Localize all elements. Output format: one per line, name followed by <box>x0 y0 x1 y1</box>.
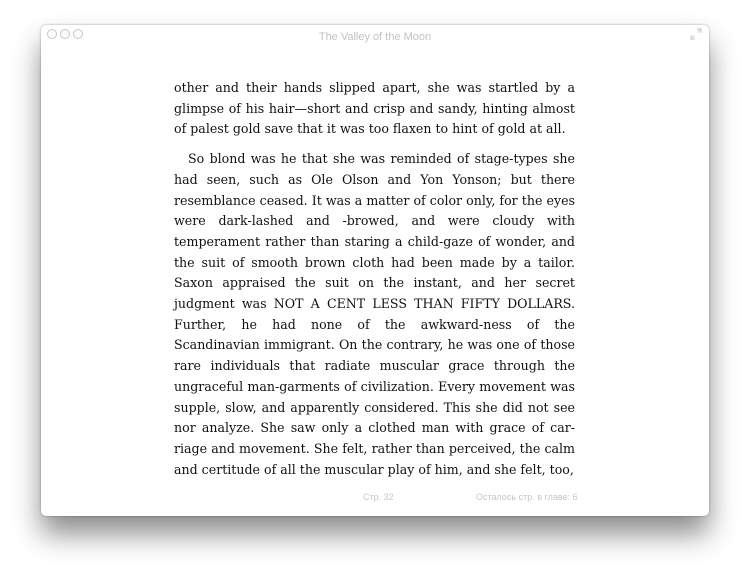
book-paragraph: So blond was he that she was reminded of stage-types she had seen, such as Ole Olson and Yon Yonson; but there resemblance ceased. It was a matter of color only, for the eyes were dark-lashed and -browed, and were cloudy with temperament rather than staring a child-gaze of wonder, and the suit of smooth brown cloth had been made by a tailor. Saxon appraised the suit on the instant, and her secret judgment was NOT A CENT LESS THAN FIFTY DOLLARS. Further, he had none of the awkward-ness of the Scandinavian immigrant. On the contrary, he was one of those rare individuals that radiate muscular grace through the ungraceful man-garments of civilization. Every movement was supple, slow, and apparently considered. This she did not see nor analyze. She saw only a clothed man with grace of car-riage and movement. She felt, rather than perceived, the calm and certitude of all the muscular play of him, and she felt, too, <box>174 151 575 477</box>
window-title: The Valley of the Moon <box>318 31 432 43</box>
reader-window <box>41 25 709 516</box>
page-number: Стр. 32 <box>363 492 394 502</box>
book-page <box>174 78 575 480</box>
fullscreen-icon[interactable] <box>689 27 703 41</box>
title-bar[interactable] <box>41 25 709 51</box>
book-paragraph: other and their hands slipped apart, she was startled by a glimpse of his hair—short and crisp and sandy, hinting almost of palest gold save that it was too flaxen to hint of gold at all. <box>174 80 575 137</box>
pages-left-in-chapter: Осталось стр. в главе: 6 <box>476 492 578 502</box>
